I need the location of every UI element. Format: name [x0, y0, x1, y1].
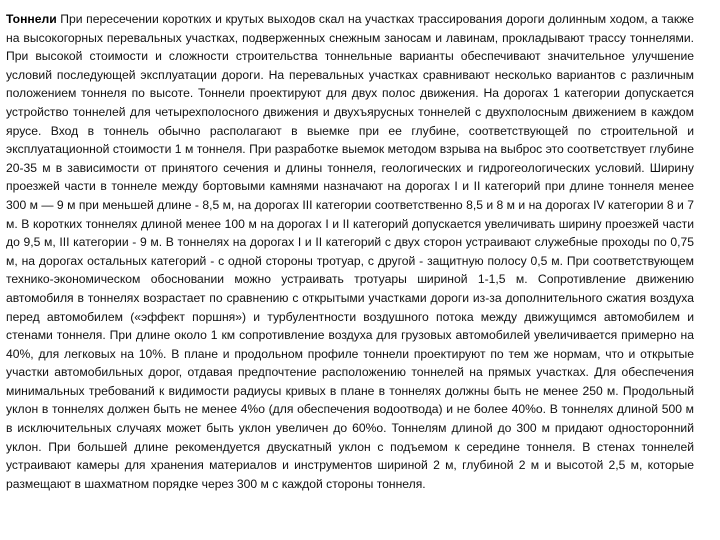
tunnels-paragraph	[6, 10, 694, 493]
lead-term: Тоннели	[6, 12, 57, 26]
paragraph-body: При пересечении коротких и крутых выходов скал на участках трассирования дороги долинным ходом, а также на высокогорных перевальных участках, подверженных снежным заносам и лавинам, прокладывают трассу тоннелями. При высокой стоимости и сложности строительства тоннельные варианты обеспечивают значительное улучшение условий последующей эксплуатации дороги. На перевальных участках сравнивают несколько вариантов с различным положением тоннеля по высоте. Тоннели проектируют для двух полос движения. На дорогах 1 категории допускается устройство тоннелей для четырехполосного движения и двухъярусных тоннелей с двухполосным движением в каждом ярусе. Вход в тоннель обычно располагают в выемке при ее глубине, соответствующей по строительной и эксплуатационной стоимости 1 м тоннеля. При разработке выемок методом взрыва на выброс это соответствует глубине 20-35 м в зависимости от принятого сечения и длины тоннеля, геологических и гидрогеологических условий. Ширину проезжей части в тоннеле между бортовыми камнями назначают на дорогах I и II категорий при длине тоннеля менее 300 м — 9 м при меньшей длине - 8,5 м, на дорогах III категории соответственно 8,5 и 8 м и на дорогах IV категории 8 и 7 м. В коротких тоннелях длиной менее 100 м на дорогах I и II категорий допускается увеличивать ширину проезжей части до 9,5 м, III категории - 9 м. В тоннелях на дорогах I и II категорий с двух сторон устраивают служебные проходы по 0,75 м, на дорогах остальных категорий - с одной стороны тротуар, с другой - защитную полосу 0,5 м. При соответствующем технико-экономическом обосновании можно устраивать тротуары шириной 1-1,5 м. Сопротивление движению автомобиля в тоннелях возрастает по сравнению с открытыми участками дороги из-за дополнительного сжатия воздуха перед автомобилем («эффект поршня») и турбулентности воздушного потока между движущимся автомобилем и стенами тоннеля. При длине около 1 км сопротивление воздуха для грузовых автомобилей увеличивается примерно на 40%, для легковых на 10%. В плане и продольном профиле тоннели проектируют по тем же нормам, что и открытые участки автомобильных дорог, отдавая предпочтение расположению тоннелей на прямых участках. Для обеспечения минимальных требований к видимости радиусы кривых в плане в тоннелях должны быть не менее 250 м. Продольный уклон в тоннелях должен быть не менее 4%о (для обеспечения водоотвода) и не более 40%о. В тоннелях длиной 500 м в исключительных случаях может быть уклон увеличен до 60%о. Тоннелям длиной до 300 м придают односторонний уклон. При большей длине рекомендуется двускатный уклон с подъемом к середине тоннеля. В стенах тоннелей устраивают камеры для хранения материалов и инструментов шириной 2 м, глубиной 2 м и высотой 2,5 м, которые размещают в шахматном порядке через 300 м с каждой стороны тоннеля.	[6, 12, 694, 491]
document-page	[6, 10, 694, 534]
